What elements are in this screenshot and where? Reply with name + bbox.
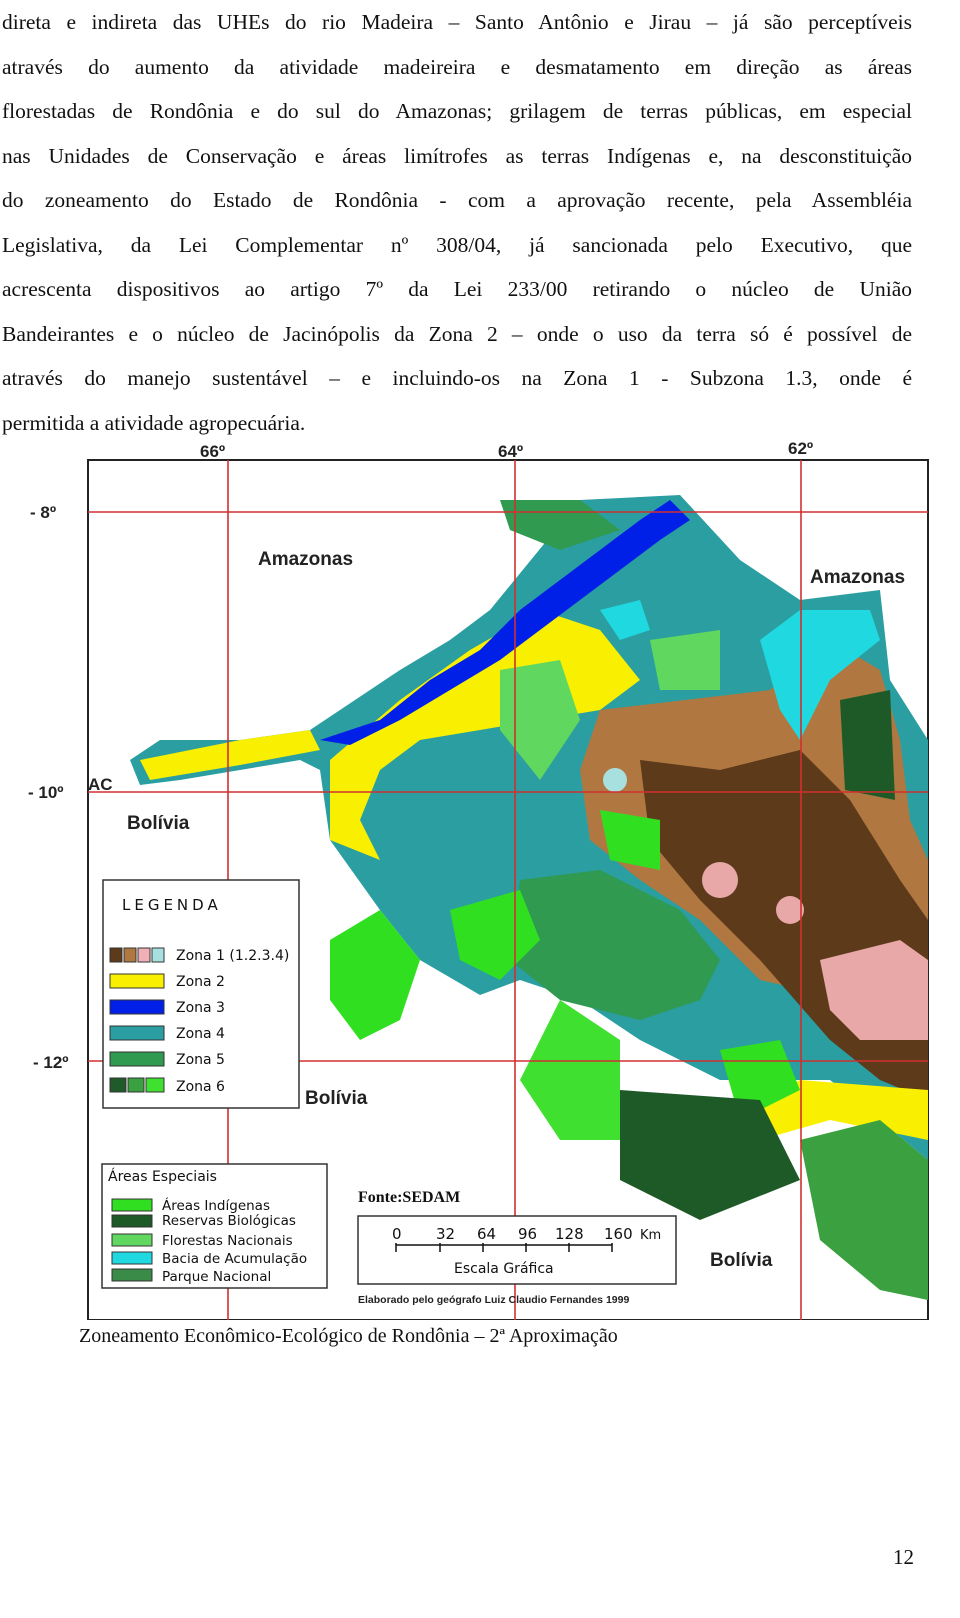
legend-swatch-zona4 (110, 1026, 164, 1040)
legend-label: Zona 5 (176, 1052, 225, 1068)
paragraph-line: do zoneamento do Estado de Rondônia - com a aprovação recente, pela Assembléia (2, 188, 912, 212)
special-swatch (112, 1199, 152, 1211)
paragraph-line: Bandeirantes e o núcleo de Jacinópolis da Zona 2 – onde o uso da terra só é possível de (2, 321, 912, 346)
longitude-label: 66º (200, 442, 226, 461)
paragraph-line: através do aumento da atividade madeireira e desmatamento em direção as áreas (2, 54, 912, 79)
legend-title: LEGENDA (122, 896, 222, 914)
latitude-label: - 8º (30, 503, 57, 522)
special-area-label: Florestas Nacionais (162, 1233, 293, 1249)
legend-swatch-zona1 (124, 948, 136, 962)
special-area-label: Áreas Indígenas (162, 1198, 270, 1214)
legend-swatch-zona6 (128, 1078, 144, 1092)
paragraph-line: permitida a atividade agropecuária. (2, 410, 306, 435)
scale-bar (358, 1216, 676, 1284)
legend-swatch-zona1 (138, 948, 150, 962)
paragraph-line: através do manejo sustentável – e incluindo-os na Zona 1 - Subzona 1.3, onde é (2, 366, 912, 390)
paragraph-line: nas Unidades de Conservação e áreas limítrofes as terras Indígenas e, na desconstituição (2, 143, 912, 168)
scale-tick: 64 (477, 1225, 497, 1243)
special-area-label: Bacia de Acumulação (162, 1251, 308, 1267)
map-legend (103, 880, 299, 1108)
scale-tick: 0 (392, 1225, 402, 1243)
scale-label: Escala Gráfica (454, 1261, 554, 1277)
legend-label: Zona 4 (176, 1026, 225, 1042)
special-areas-legend (102, 1164, 327, 1288)
scale-tick: 160 (604, 1225, 633, 1243)
legend-swatch-zona6 (146, 1078, 164, 1092)
legend-swatch-zona1 (110, 948, 122, 962)
place-label-bolivia: Bolívia (127, 813, 190, 834)
scale-tick: 96 (518, 1225, 538, 1243)
legend-label: Zona 3 (176, 1000, 225, 1016)
biological-reserve-area (840, 690, 895, 800)
scale-tick: 32 (436, 1225, 456, 1243)
legend-label: Zona 1 (1.2.3.4) (176, 948, 290, 964)
special-areas-title: Áreas Especiais (108, 1169, 217, 1185)
place-label-acre: AC (88, 775, 113, 794)
scale-tick: 128 (555, 1225, 584, 1243)
zoning-map (0, 440, 930, 1320)
special-swatch (112, 1234, 152, 1246)
map-credit: Elaborado pelo geógrafo Luiz Claudio Fernandes 1999 (358, 1294, 630, 1306)
paragraph-line: direta e indireta das UHEs do rio Madeira – Santo Antônio e Jirau – já são perceptíveis (2, 10, 912, 34)
legend-swatch-zona3 (110, 1000, 164, 1014)
place-label-bolivia: Bolívia (305, 1088, 368, 1109)
legend-label: Zona 6 (176, 1079, 225, 1095)
paragraph-line: acrescenta dispositivos ao artigo 7º da Lei 233/00 retirando o núcleo de União (2, 277, 912, 301)
zone-1-pink-patch (776, 896, 804, 924)
latitude-label: - 10º (28, 783, 64, 802)
page-number: 12 (893, 1545, 914, 1569)
special-area-label: Parque Nacional (162, 1269, 272, 1285)
latitude-label: - 12º (33, 1053, 69, 1072)
legend-swatch-zona6 (110, 1078, 126, 1092)
national-forest-area (650, 630, 720, 690)
place-label-bolivia: Bolívia (710, 1250, 773, 1271)
map-caption: Zoneamento Econômico-Ecológico de Rondônia – 2ª Aproximação (79, 1325, 618, 1347)
special-area-label: Reservas Biológicas (162, 1213, 296, 1229)
legend-swatch-zona5 (110, 1052, 164, 1066)
legend-swatch-zona1 (152, 948, 164, 962)
paragraph-line: florestadas de Rondônia e do sul do Amazonas; grilagem de terras públicas, em especial (2, 99, 912, 123)
special-swatch (112, 1269, 152, 1281)
zone-1-pink-patch (702, 862, 738, 898)
place-label-amazonas: Amazonas (810, 567, 906, 588)
map-source: Fonte:SEDAM (358, 1189, 461, 1206)
place-label-amazonas: Amazonas (258, 549, 354, 570)
legend-swatch-zona2 (110, 974, 164, 988)
paragraph-line: Legislativa, da Lei Complementar nº 308/04, já sancionada pelo Executivo, que (2, 232, 912, 257)
legend-label: Zona 2 (176, 974, 225, 990)
special-swatch (112, 1252, 152, 1264)
scale-unit: Km (640, 1228, 662, 1243)
zone-1-pink-patch (603, 768, 627, 792)
special-swatch (112, 1215, 152, 1227)
body-paragraph (2, 0, 912, 445)
longitude-label: 62º (788, 440, 814, 458)
longitude-label: 64º (498, 442, 524, 461)
